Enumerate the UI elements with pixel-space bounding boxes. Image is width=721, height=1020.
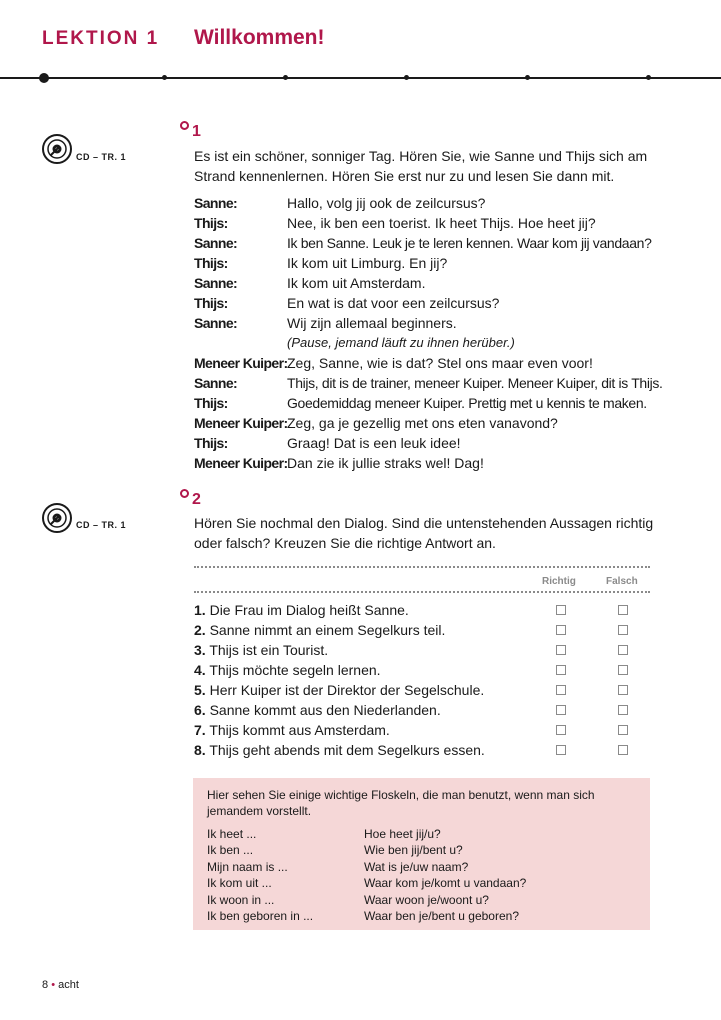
statement-number: 7.: [194, 722, 206, 738]
dotted-divider: [194, 591, 650, 593]
falsch-checkbox[interactable]: [618, 745, 628, 755]
phrase-question: Hoe heet jij/u?: [364, 827, 441, 841]
phrases-right-column: [364, 826, 526, 924]
speaker: Meneer Kuiper:: [194, 355, 288, 371]
speaker: Thijs:: [194, 295, 228, 311]
phrase-statement: Mijn naam is ...: [207, 859, 288, 874]
exercise-number: 1: [180, 123, 201, 141]
dialog-line: [194, 433, 664, 453]
statement-row: [194, 600, 650, 620]
exercise-number: 2: [180, 491, 201, 509]
statement-row: [194, 640, 650, 660]
richtig-checkbox[interactable]: [556, 745, 566, 755]
utterance: Ik kom uit Amsterdam.: [287, 275, 426, 291]
exercise-instruction: Hören Sie nochmal den Dialog. Sind die untenstehenden Aussagen richtig oder falsch? Kreuzen Sie die richtige Antwort an.: [194, 515, 654, 551]
statement-number: 1.: [194, 602, 206, 618]
richtig-checkbox[interactable]: [556, 725, 566, 735]
richtig-checkbox[interactable]: [556, 705, 566, 715]
dotted-divider: [194, 566, 650, 568]
utterance: Zeg, Sanne, wie is dat? Stel ons maar even voor!: [287, 355, 593, 371]
statement-text: Thijs geht abends mit dem Segelkurs essen.: [209, 742, 485, 758]
statement-number: 2.: [194, 622, 206, 638]
column-header-falsch: Falsch: [606, 576, 638, 587]
page-number-word: acht: [58, 979, 79, 991]
falsch-checkbox[interactable]: [618, 645, 628, 655]
speaker: Thijs:: [194, 255, 228, 271]
utterance: Thijs, dit is de trainer, meneer Kuiper. Meneer Kuiper, dit is Thijs.: [287, 375, 663, 391]
dialog-line: [194, 373, 664, 393]
falsch-checkbox[interactable]: [618, 685, 628, 695]
cd-icon: [42, 134, 72, 164]
phrase-statement: Ik kom uit ...: [207, 876, 272, 891]
phrases-intro: Hier sehen Sie einige wichtige Floskeln, die man benutzt, wenn man sich jemandem vorstellt.: [207, 788, 595, 818]
dialog-line: [194, 353, 664, 373]
rule-dot: [646, 75, 651, 80]
dialog-line: [194, 293, 664, 313]
falsch-checkbox[interactable]: [618, 725, 628, 735]
statement-number: 6.: [194, 702, 206, 718]
richtig-checkbox[interactable]: [556, 605, 566, 615]
dialog-line: [194, 413, 664, 433]
dialog-line: [194, 453, 664, 473]
falsch-checkbox[interactable]: [618, 625, 628, 635]
phrases-box: [193, 778, 650, 930]
phrase-statement: Ik ben ...: [207, 843, 254, 858]
statement-row: [194, 660, 650, 680]
speaker: Sanne:: [194, 275, 238, 291]
cd-icon: [42, 503, 72, 533]
utterance: Goedemiddag meneer Kuiper. Prettig met u kennis te maken.: [287, 395, 647, 411]
statement-number: 8.: [194, 742, 206, 758]
statement-row: [194, 680, 650, 700]
page-title: Willkommen!: [194, 26, 325, 49]
phrase-question: Wat is je/uw naam?: [364, 859, 469, 874]
page-number-digit: 8: [42, 979, 49, 991]
statement-text: Sanne nimmt an einem Segelkurs teil.: [209, 622, 446, 638]
falsch-checkbox[interactable]: [618, 665, 628, 675]
speaker: Sanne:: [194, 195, 238, 211]
utterance: Nee, ik ben een toerist. Ik heet Thijs. Hoe heet jij?: [287, 215, 596, 231]
page-number: [42, 979, 79, 991]
speaker: Meneer Kuiper:: [194, 415, 288, 431]
dialog-line: [194, 273, 664, 293]
phrase-question: Waar woon je/woont u?: [364, 892, 489, 907]
rule-dot: [283, 75, 288, 80]
exercise-instruction: Es ist ein schöner, sonniger Tag. Hören Sie, wie Sanne und Thijs sich am Strand kennenlernen. Hören Sie erst nur zu und lesen Sie dann mit.: [194, 148, 648, 184]
utterance: En wat is dat voor een zeilcursus?: [287, 295, 500, 311]
speaker: Sanne:: [194, 235, 238, 251]
speaker: Meneer Kuiper:: [194, 455, 288, 471]
speaker: Thijs:: [194, 395, 228, 411]
statement-row: [194, 740, 650, 760]
dialog: [194, 193, 664, 473]
dialog-line: [194, 393, 664, 413]
statement-text: Herr Kuiper ist der Direktor der Segelschule.: [209, 682, 485, 698]
phrase-statement: Ik ben geboren in ...: [207, 909, 314, 924]
falsch-checkbox[interactable]: [618, 605, 628, 615]
utterance: Graag! Dat is een leuk idee!: [287, 435, 461, 451]
lesson-label: LEKTION 1: [42, 28, 160, 49]
bullet-icon: •: [51, 979, 56, 991]
falsch-checkbox[interactable]: [618, 705, 628, 715]
statement-text: Die Frau im Dialog heißt Sanne.: [209, 602, 409, 618]
dialog-line: [194, 213, 664, 233]
rule-dot: [39, 73, 49, 83]
utterance: Wij zijn allemaal beginners.: [287, 315, 457, 331]
utterance: Zeg, ga je gezellig met ons eten vanavond?: [287, 415, 558, 431]
rule-dot: [525, 75, 530, 80]
utterance: Ik kom uit Limburg. En jij?: [287, 255, 448, 271]
phrase-statement: Ik heet ...: [207, 827, 257, 841]
utterance: Ik ben Sanne. Leuk je te leren kennen. Waar kom jij vandaan?: [287, 235, 652, 251]
phrases-left-column: [207, 826, 313, 924]
cd-track-label: CD – TR. 1: [76, 520, 127, 530]
utterance: Dan zie ik jullie straks wel! Dag!: [287, 455, 484, 471]
audio-marker-icon: [180, 489, 189, 498]
dialog-line: [194, 253, 664, 273]
dialog-stage-direction: [194, 333, 664, 353]
speaker: Sanne:: [194, 315, 238, 331]
richtig-checkbox[interactable]: [556, 625, 566, 635]
statement-text: Thijs ist ein Tourist.: [209, 642, 329, 658]
statement-text: Sanne kommt aus den Niederlanden.: [209, 702, 441, 718]
statement-row: [194, 720, 650, 740]
phrase-statement: Ik woon in ...: [207, 892, 275, 907]
speaker: [194, 333, 287, 353]
cd-track-label: CD – TR. 1: [76, 152, 127, 162]
dialog-line: [194, 233, 664, 253]
utterance: Hallo, volg jij ook de zeilcursus?: [287, 195, 486, 211]
richtig-checkbox[interactable]: [556, 665, 566, 675]
statement-number: 5.: [194, 682, 206, 698]
statement-row: [194, 700, 650, 720]
column-header-richtig: Richtig: [542, 576, 576, 587]
dialog-line: [194, 193, 664, 213]
audio-marker-icon: [180, 121, 189, 130]
statement-text: Thijs kommt aus Amsterdam.: [209, 722, 390, 738]
statement-text: Thijs möchte segeln lernen.: [209, 662, 381, 678]
speaker: Sanne:: [194, 375, 238, 391]
statement-number: 4.: [194, 662, 206, 678]
statement-list: [194, 600, 650, 760]
phrase-question: Wie ben jij/bent u?: [364, 843, 463, 858]
richtig-checkbox[interactable]: [556, 645, 566, 655]
richtig-checkbox[interactable]: [556, 685, 566, 695]
rule-dot: [162, 75, 167, 80]
phrase-question: Waar ben je/bent u geboren?: [364, 909, 519, 924]
rule-dot: [404, 75, 409, 80]
speaker: Thijs:: [194, 435, 228, 451]
header-rule: [0, 77, 721, 79]
statement-row: [194, 620, 650, 640]
phrase-question: Waar kom je/komt u vandaan?: [364, 876, 527, 891]
speaker: Thijs:: [194, 215, 228, 231]
dialog-line: [194, 313, 664, 333]
statement-number: 3.: [194, 642, 206, 658]
stage-direction: (Pause, jemand läuft zu ihnen herüber.): [287, 335, 515, 350]
